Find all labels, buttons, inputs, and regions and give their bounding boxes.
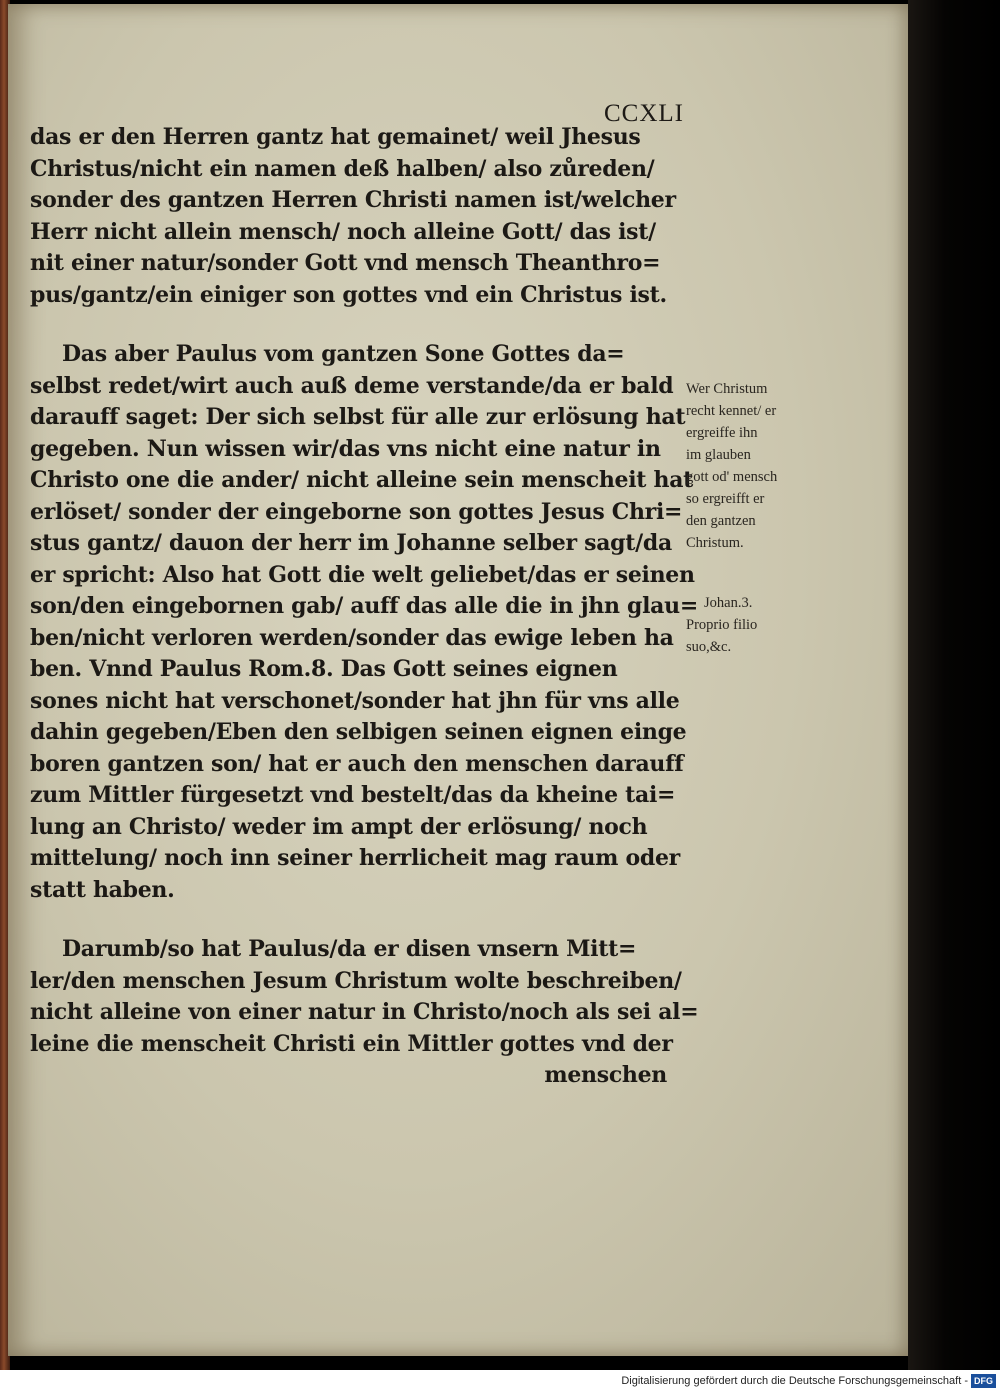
marginal-line: Proprio filio xyxy=(686,617,758,633)
paragraph-gap xyxy=(30,906,695,934)
marginal-line: suo,&c. xyxy=(686,639,732,655)
text-line: selbst redet/wirt auch auß deme verstande/da er bald xyxy=(30,372,674,399)
marginal-line: gott od' mensch xyxy=(686,469,778,485)
marginal-line: Johan.3. xyxy=(704,595,753,611)
text-line: zum Mittler fürgesetzt vnd bestelt/das da kheine tai= xyxy=(30,782,676,808)
paragraph-2 xyxy=(30,339,698,906)
text-line: nicht alleine von einer natur in Christo/noch als sei al= xyxy=(30,999,699,1025)
text-line: erlöset/ sonder der eingeborne son gottes Jesus Chri= xyxy=(30,498,683,525)
paragraph-3 xyxy=(30,934,699,1092)
marginal-line: recht kennet/ er xyxy=(686,403,777,419)
text-line: dahin gegeben/Eben den selbigen seinen eignen einge xyxy=(30,719,687,745)
marginal-note-1 xyxy=(686,378,821,554)
marginal-line: den gantzen xyxy=(686,513,756,529)
catchword: menschen xyxy=(544,1062,667,1088)
text-line: gegeben. Nun wissen wir/das vns nicht eine natur in xyxy=(30,435,661,462)
text-line: statt haben. xyxy=(30,876,175,903)
marginal-line: ergreiffe ihn xyxy=(686,425,758,441)
footer-credit: Digitalisierung gefördert durch die Deutsche Forschungsgemeinschaft - xyxy=(621,1375,968,1387)
marginal-line: im glauben xyxy=(686,447,751,463)
marginal-note-2 xyxy=(686,592,821,658)
text-line: Darumb/so hat Paulus/da er disen vnsern Mitt= xyxy=(62,936,637,962)
marginal-line: so ergreifft er xyxy=(686,491,765,507)
dfg-logo-icon: DFG xyxy=(971,1374,996,1388)
text-line: Das aber Paulus vom gantzen Sone Gottes da= xyxy=(62,341,625,367)
text-line: pus/gantz/ein einiger son gottes vnd ein Christus ist. xyxy=(30,281,667,308)
text-line: nit einer natur/sonder Gott vnd mensch Theanthro= xyxy=(30,250,661,276)
text-line: ler/den menschen Jesum Christum wolte beschreiben/ xyxy=(30,967,682,994)
text-line: son/den eingebornen gab/ auff das alle die in jhn glau= xyxy=(30,593,698,619)
text-line: Herr nicht allein mensch/ noch alleine Gott/ das ist/ xyxy=(30,218,656,245)
folio-number: CCXLI xyxy=(604,100,684,127)
text-line: boren gantzen son/ hat er auch den menschen darauff xyxy=(30,750,684,777)
marginal-line: Wer Christum xyxy=(686,381,768,397)
text-line: ben/nicht verloren werden/sonder das ewige leben ha xyxy=(30,624,674,651)
text-line: das er den Herren gantz hat gemainet/ weil Jhesus xyxy=(30,124,641,150)
text-line: stus gantz/ dauon der herr im Johanne selber sagt/da xyxy=(30,530,672,556)
text-line: er spricht: Also hat Gott die welt geliebet/das er seinen xyxy=(30,561,695,588)
text-line: leine die menscheit Christi ein Mittler gottes vnd der xyxy=(30,1030,673,1057)
text-line: sonder des gantzen Herren Christi namen ist/welcher xyxy=(30,187,676,213)
text-line: mittelung/ noch inn seiner herrlicheit mag raum oder xyxy=(30,845,680,871)
marginal-line: Christum. xyxy=(686,535,744,551)
text-line: ben. Vnnd Paulus Rom.8. Das Gott seines eignen xyxy=(30,656,618,682)
text-line: lung an Christo/ weder im ampt der erlösung/ noch xyxy=(30,813,648,840)
text-line: Christus/nicht ein namen deß halben/ also zůreden/ xyxy=(30,155,655,182)
text-line: Christo one die ander/ nicht alleine sein menscheit hat xyxy=(30,467,694,493)
text-line: darauff saget: Der sich selbst für alle zur erlösung hat xyxy=(30,404,686,430)
footer-bar xyxy=(0,1370,1000,1393)
text-line: sones nicht hat verschonet/sonder hat jhn für vns alle xyxy=(30,687,680,714)
paragraph-gap xyxy=(30,311,695,339)
main-text-block xyxy=(30,122,699,1092)
page-background-right xyxy=(908,0,1000,1370)
paragraph-1 xyxy=(30,122,695,311)
